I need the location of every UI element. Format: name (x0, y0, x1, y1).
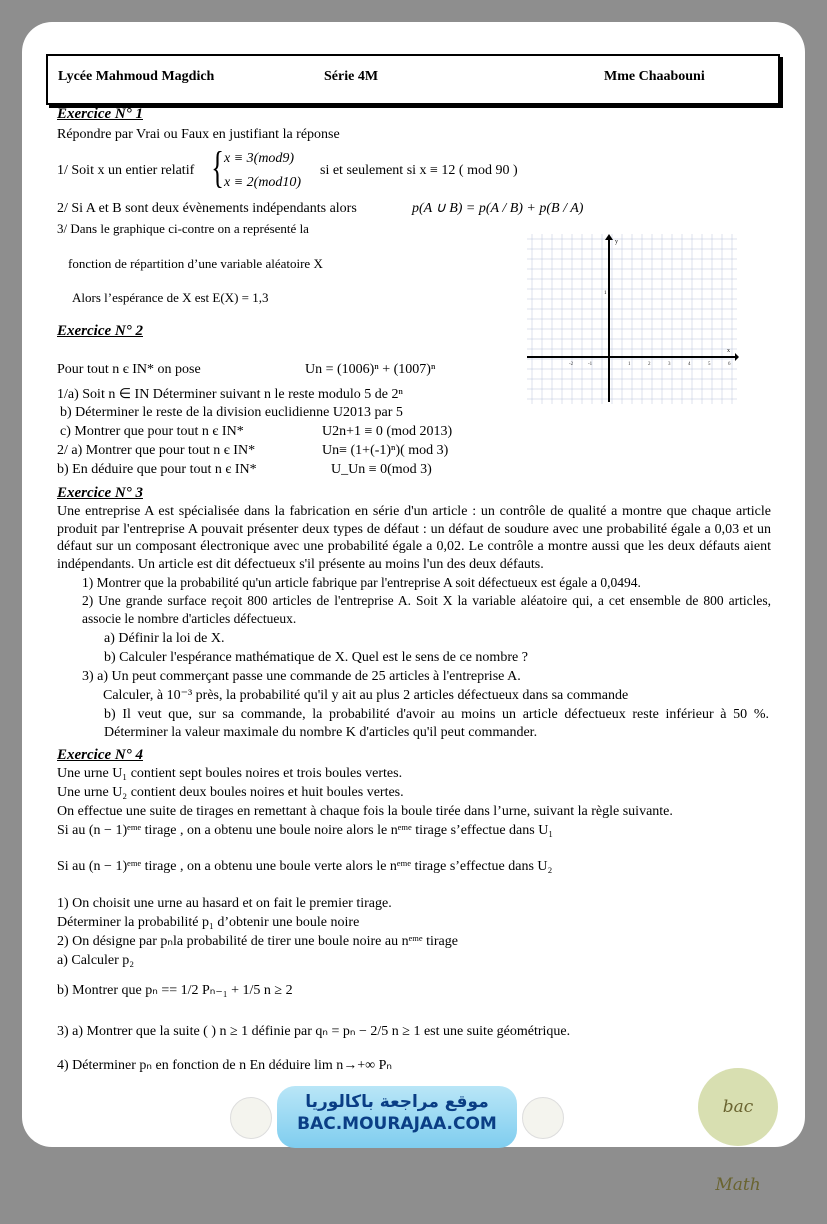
ex2-line5b: Un≡ (1+(-1)ⁿ)( mod 3) (322, 443, 449, 458)
ex1-intro: Répondre par Vrai ou Faux en justifiant la réponse (57, 127, 340, 142)
footer-banner[interactable] (277, 1086, 517, 1148)
ex3-item3a: 3) a) Un peut commerçant passe une commande de 25 articles à l'entreprise A. (82, 669, 521, 684)
ex1-q1-cond1: x ≡ 3(mod9) (224, 151, 295, 166)
ex4-line1: Une urne U₁ contient sept boules noires et trois boules vertes. (57, 766, 403, 781)
x-tick: 1 (628, 362, 631, 367)
exam-page (22, 22, 805, 1195)
footer-url[interactable]: BAC.MOURAJAA.COM (297, 1114, 497, 1134)
ex3-item2a: a) Définir la loi de X. (104, 631, 225, 646)
ex1-q2-formula: p(A ∪ B) = p(A / B) + p(B / A) (412, 201, 584, 216)
ex4-line4: Si au (n − 1)ᵉᵐᵉ tirage , on a obtenu une boule noire alors le nᵉᵐᵉ tirage s’effectue dans U₁ (57, 823, 554, 838)
ex3-item1: 1) Montrer que la probabilité qu'un article fabrique par l'entreprise A soit défectueux est égale a 0,0494. (82, 575, 641, 590)
right-logo-icon (522, 1097, 564, 1139)
ex2-line4b: U2n+1 ≡ 0 (mod 2013) (322, 424, 453, 439)
x-tick: 2 (648, 362, 651, 367)
x-tick: 3 (668, 362, 671, 367)
ex4-line8: 2) On désigne par pₙla probabilité de tirer une boule noire au nᵉᵐᵉ tirage (57, 934, 458, 949)
ex2-line4a: c) Montrer que pour tout n є IN* (60, 424, 244, 439)
ex4-line7: Déterminer la probabilité p₁ d’obtenir une boule noire (57, 915, 360, 930)
ex3-paragraph: Une entreprise A est spécialisée dans la fabrication en série d'un article : un contrôle de qualité a montre que chaque article produit par l'entreprise A pouvait présenter deux types de défaut : un défaut de soudure avec une probabilité égale a 0,03 et un défaut sur un composant électronique avec une probabilité égale a 0,02. Le contrôle a montre aussi que les deux défauts aient indépendants. Un article est dit défectueux s'il présente au moins l'un des deux défauts. (57, 504, 771, 572)
left-logo-icon (230, 1097, 272, 1139)
ex4-line3: On effectue une suite de tirages en remettant à chaque fois la boule tirée dans l’urne, suivant la règle suivante. (57, 804, 673, 819)
x-axis-arrow (735, 353, 739, 361)
ex3-item2b: b) Calculer l'espérance mathématique de X. Quel est le sens de ce nombre ? (104, 650, 528, 665)
ex1-q3-line2: fonction de répartition d’une variable aléatoire X (68, 256, 323, 271)
ex2-title: Exercice N° 2 (57, 323, 143, 339)
ex3-title: Exercice N° 3 (57, 485, 143, 501)
ex2-formula: Un = (1006)ⁿ + (1007)ⁿ (305, 362, 436, 377)
ex3-item3a-line2: Calculer, à 10⁻³ près, la probabilité qu'il y ait au plus 2 articles défectueux dans sa commande (103, 688, 629, 703)
x-axis-label: x (727, 348, 730, 354)
ex1-title: Exercice N° 1 (57, 106, 143, 122)
ex3-item3b: b) Il veut que, sur sa commande, la probabilité d'avoir au moins un article défectueux reste inférieur à 50 %. Déterminer la valeur maximale du nombre K d'articles qu'il peut commander. (104, 707, 769, 740)
ex2-line6b: U_Un ≡ 0(mod 3) (331, 462, 432, 477)
x-tick: 4 (688, 362, 691, 367)
bac-math-logo: bac Math (698, 1068, 778, 1146)
ex4-title: Exercice N° 4 (57, 747, 143, 763)
footer-arabic: موقع مراجعة باكالوريا (305, 1092, 489, 1112)
ex2-line2: 1/a) Soit n ∈ IN Déterminer suivant n le reste modulo 5 de 2ⁿ (57, 387, 403, 402)
ex2-line6a: b) En déduire que pour tout n є IN* (57, 462, 257, 477)
ex3-item2: 2) Une grande surface reçoit 800 articles de l'entreprise A. Soit X la variable aléatoire qui, a cet ensemble de 800 articles, associe le nombre d'articles défectueux. (82, 593, 771, 626)
x-tick: -2 (569, 362, 574, 367)
x-tick: 6 (728, 362, 731, 367)
ex1-q1-end: si et seulement si x ≡ 12 ( mod 90 ) (320, 163, 518, 178)
graph-grid (527, 234, 737, 404)
ex4-line6: 1) On choisit une urne au hasard et on fait le premier tirage. (57, 896, 392, 911)
ex1-q1-start: 1/ Soit x un entier relatif (57, 163, 195, 178)
ex2-line1: Pour tout n є IN* on pose (57, 362, 201, 377)
ex1-q3-line1: 3/ Dans le graphique ci-contre on a représenté la (57, 221, 309, 236)
x-ticks (569, 362, 731, 367)
ex4-line10: b) Montrer que pₙ == 1/2 Pₙ₋₁ + 1/5 n ≥ 2 (57, 983, 293, 998)
ex1-q2: 2/ Si A et B sont deux évènements indépendants alors (57, 201, 357, 216)
ex4-line12: 4) Déterminer pₙ en fonction de n En déduire lim n→+∞ Pₙ (57, 1058, 393, 1073)
y-axis-label: y (615, 239, 618, 245)
teacher-name: Mme Chaabouni (604, 69, 705, 84)
x-tick: -1 (588, 362, 593, 367)
system-brace: { (211, 143, 224, 192)
ex4-line11: 3) a) Montrer que la suite ( ) n ≥ 1 définie par qₙ = pₙ − 2/5 n ≥ 1 est une suite géométrique. (57, 1024, 571, 1039)
ex2-line5a: 2/ a) Montrer que pour tout n є IN* (57, 443, 256, 458)
ex4-line5: Si au (n − 1)ᵉᵐᵉ tirage , on a obtenu une boule verte alors le nᵉᵐᵉ tirage s’effectue dans U₂ (57, 859, 553, 874)
ex1-q1-cond2: x ≡ 2(mod10) (224, 175, 302, 190)
header-box (46, 54, 780, 105)
serie-label: Série 4M (324, 69, 379, 84)
ex4-line2: Une urne U₂ contient deux boules noires et huit boules vertes. (57, 785, 404, 800)
y-tick-1: 1 (604, 291, 607, 296)
distribution-graph (527, 234, 737, 404)
x-tick: 5 (708, 362, 711, 367)
ex4-line9: a) Calculer p₂ (57, 953, 135, 968)
ex2-line3: b) Déterminer le reste de la division euclidienne U2013 par 5 (60, 405, 403, 420)
ex1-q3-line3: Alors l’espérance de X est E(X) = 1,3 (72, 290, 269, 305)
school-name: Lycée Mahmoud Magdich (58, 69, 215, 84)
